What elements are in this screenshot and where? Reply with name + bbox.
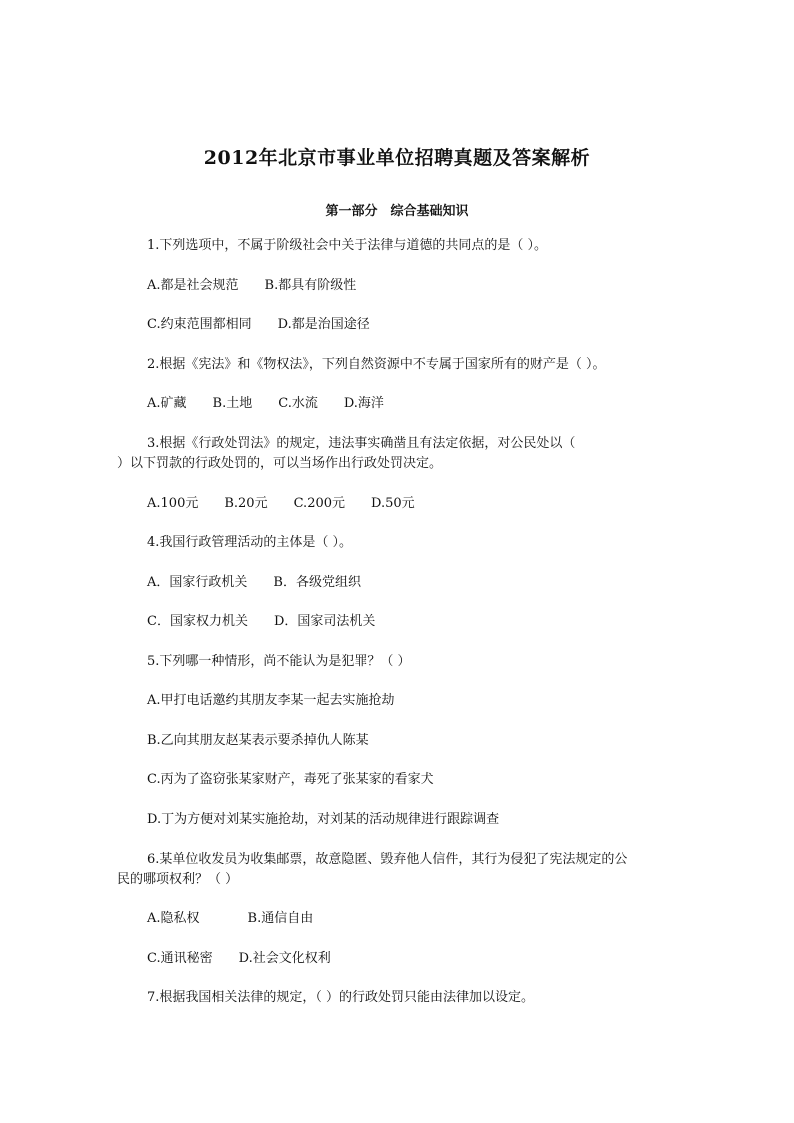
question-4-option-d: D．国家司法机关 bbox=[273, 614, 376, 629]
question-1-option-c: C.约束范围都相同 bbox=[147, 317, 252, 332]
question-6-option-b: B.通信自由 bbox=[247, 911, 314, 926]
question-2-options bbox=[147, 394, 384, 414]
question-3-stem: 3.根据《行政处罚法》的规定，违法事实确凿且有法定依据，对公民处以（ bbox=[147, 436, 576, 451]
question-6-stem-continued: 民的哪项权利？（ ） bbox=[117, 872, 239, 887]
question-6-options-row-2 bbox=[147, 949, 331, 969]
question-1-option-d: D.都是治国途径 bbox=[277, 317, 370, 332]
question-2-option-a: A.矿藏 bbox=[147, 396, 187, 411]
question-4-option-c: C．国家权力机关 bbox=[147, 614, 248, 629]
question-2-option-b: B.土地 bbox=[212, 396, 253, 411]
question-2-stem: 2.根据《宪法》和《物权法》，下列自然资源中不专属于国家所有的财产是（ ）。 bbox=[147, 357, 606, 372]
question-6-options-row-1 bbox=[147, 909, 313, 929]
question-3-stem-continued: ）以下罚款的行政处罚的，可以当场作出行政处罚决定。 bbox=[117, 456, 443, 471]
question-2-option-d: D.海洋 bbox=[343, 396, 384, 411]
question-5-option-c: C.丙为了盗窃张某家财产，毒死了张某家的看家犬 bbox=[147, 772, 434, 787]
question-3-option-b: B.20元 bbox=[224, 496, 268, 511]
question-4-options-row-1 bbox=[147, 573, 361, 593]
document-title: 2012年北京市事业单位招聘真题及答案解析 bbox=[203, 147, 591, 169]
question-6-option-d: D.社会文化权利 bbox=[238, 951, 331, 966]
question-5-stem: 5.下列哪一种情形，尚不能认为是犯罪？（ ） bbox=[147, 654, 411, 669]
question-5-option-a: A.甲打电话邀约其朋友李某一起去实施抢劫 bbox=[147, 693, 395, 708]
question-1-options-row-1 bbox=[147, 276, 356, 296]
question-1-option-a: A.都是社会规范 bbox=[147, 278, 239, 293]
question-5-option-d: D.丁为方便对刘某实施抢劫，对刘某的活动规律进行跟踪调查 bbox=[147, 812, 500, 827]
section-heading: 第一部分 综合基础知识 bbox=[325, 204, 469, 219]
question-3-option-a: A.100元 bbox=[147, 496, 199, 511]
question-6-option-a: A.隐私权 bbox=[147, 911, 200, 926]
question-4-option-a: A．国家行政机关 bbox=[147, 575, 248, 590]
question-6-option-c: C.通讯秘密 bbox=[147, 951, 213, 966]
question-5-option-b: B.乙向其朋友赵某表示要杀掉仇人陈某 bbox=[147, 733, 369, 748]
question-7-stem: 7.根据我国相关法律的规定，（ ）的行政处罚只能由法律加以设定。 bbox=[147, 990, 535, 1005]
question-2-option-c: C.水流 bbox=[278, 396, 318, 411]
question-1-options-row-2 bbox=[147, 315, 370, 335]
question-4-stem: 4.我国行政管理活动的主体是（ ）。 bbox=[147, 535, 353, 550]
question-4-options-row-2 bbox=[147, 612, 375, 632]
question-6-stem: 6.某单位收发员为收集邮票，故意隐匿、毁弃他人信件，其行为侵犯了宪法规定的公 bbox=[147, 852, 628, 867]
question-1-stem: 1.下列选项中，不属于阶级社会中关于法律与道德的共同点的是（ ）。 bbox=[147, 238, 548, 253]
question-3-option-d: D.50元 bbox=[371, 496, 415, 511]
question-3-options bbox=[147, 494, 415, 514]
question-4-option-b: B．各级党组织 bbox=[273, 575, 361, 590]
question-3-option-c: C.200元 bbox=[293, 496, 346, 511]
question-1-option-b: B.都具有阶级性 bbox=[264, 278, 357, 293]
